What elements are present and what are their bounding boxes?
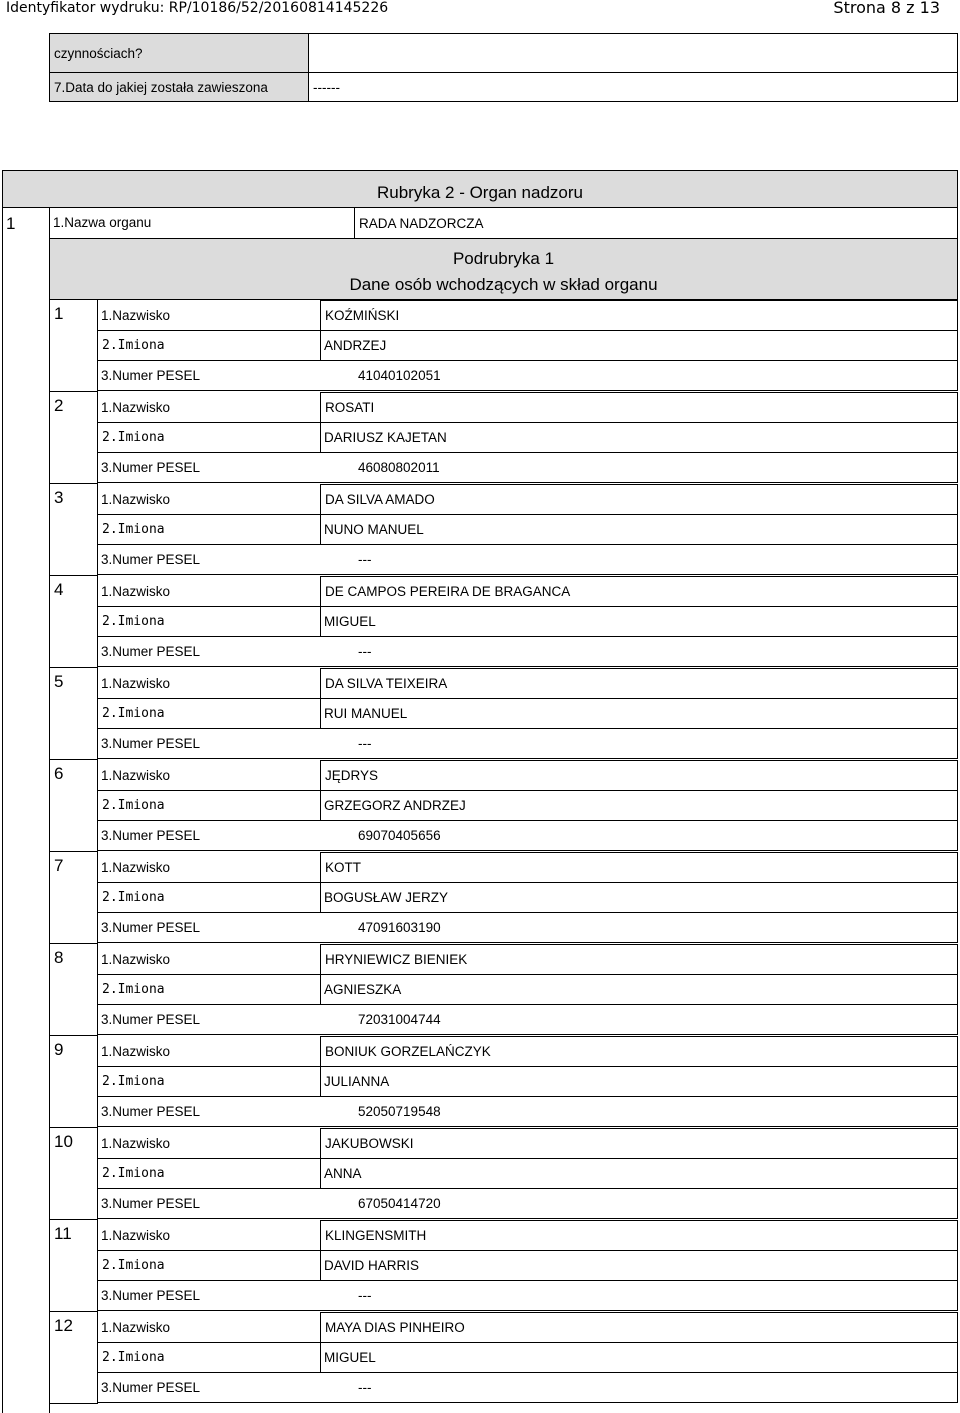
- nazwisko-label: 1.Nazwisko: [101, 1044, 171, 1059]
- person-number: 10: [49, 1128, 98, 1220]
- pesel-value: 52050719548: [354, 1096, 958, 1127]
- top-row-value: ------: [308, 72, 958, 102]
- organ-value: RADA NADZORCZA: [354, 207, 958, 239]
- pesel-label: 3.Numer PESEL: [97, 1280, 355, 1311]
- imiona-label: 2.Imiona: [97, 1342, 321, 1373]
- pesel-value: ---: [354, 544, 958, 575]
- subsection-subtitle: Dane osób wchodzących w skład organu: [349, 275, 658, 294]
- top-row-label: czynnościach?: [49, 33, 309, 73]
- nazwisko-label: 1.Nazwisko: [101, 308, 171, 323]
- imiona-label: 2.Imiona: [97, 1066, 321, 1097]
- nazwisko-value: MAYA DIAS PINHEIRO: [320, 1312, 958, 1343]
- nazwisko-label: 1.Nazwisko: [101, 952, 171, 967]
- nazwisko-value: DE CAMPOS PEREIRA DE BRAGANCA: [320, 576, 958, 607]
- imiona-label: 2.Imiona: [97, 422, 321, 453]
- person-number: 7: [49, 852, 98, 944]
- pesel-label: 3.Numer PESEL: [97, 912, 355, 943]
- top-row-value: [308, 33, 958, 73]
- imiona-label: 2.Imiona: [97, 790, 321, 821]
- pesel-value: 69070405656: [354, 820, 958, 851]
- subsection-title: Podrubryka 1: [452, 249, 555, 268]
- pesel-label: 3.Numer PESEL: [97, 1096, 355, 1127]
- nazwisko-label: 1.Nazwisko: [101, 400, 171, 415]
- organ-label: 1.Nazwa organu: [49, 207, 355, 239]
- imiona-value: ANNA: [320, 1158, 958, 1189]
- imiona-label: 2.Imiona: [97, 974, 321, 1005]
- nazwisko-label: 1.Nazwisko: [101, 860, 171, 875]
- imiona-label: 2.Imiona: [97, 1250, 321, 1281]
- person-number: 6: [49, 760, 98, 852]
- page-number: Strona 8 z 13: [833, 0, 940, 17]
- subsection-header: [49, 238, 958, 300]
- nazwisko-value: JĘDRYS: [320, 760, 958, 791]
- imiona-value: MIGUEL: [320, 1342, 958, 1373]
- imiona-value: DAVID HARRIS: [320, 1250, 958, 1281]
- person-number: 5: [49, 668, 98, 760]
- pesel-value: 67050414720: [354, 1188, 958, 1219]
- nazwisko-label: 1.Nazwisko: [101, 768, 171, 783]
- person-number: 4: [49, 576, 98, 668]
- person-number: 9: [49, 1036, 98, 1128]
- pesel-value: 46080802011: [354, 452, 958, 483]
- imiona-value: ANDRZEJ: [320, 330, 958, 361]
- section-title: [2, 170, 958, 208]
- nazwisko-label: 1.Nazwisko: [101, 1136, 171, 1151]
- nazwisko-value: JAKUBOWSKI: [320, 1128, 958, 1159]
- nazwisko-value: KOTT: [320, 852, 958, 883]
- imiona-label: 2.Imiona: [97, 698, 321, 729]
- pesel-label: 3.Numer PESEL: [97, 360, 355, 391]
- pesel-label: 3.Numer PESEL: [97, 728, 355, 759]
- nazwisko-value: HRYNIEWICZ BIENIEK: [320, 944, 958, 975]
- nazwisko-label: 1.Nazwisko: [101, 1320, 171, 1335]
- person-number: 2: [49, 392, 98, 484]
- imiona-label: 2.Imiona: [97, 606, 321, 637]
- section-title-text: Rubryka 2 - Organ nadzoru: [377, 183, 583, 202]
- section-number-column: [2, 207, 50, 1413]
- person-number: 3: [49, 484, 98, 576]
- imiona-value: GRZEGORZ ANDRZEJ: [320, 790, 958, 821]
- imiona-value: DARIUSZ KAJETAN: [320, 422, 958, 453]
- pesel-label: 3.Numer PESEL: [97, 1004, 355, 1035]
- pesel-label: 3.Numer PESEL: [97, 1372, 355, 1403]
- imiona-label: 2.Imiona: [97, 330, 321, 361]
- pesel-label: 3.Numer PESEL: [97, 452, 355, 483]
- pesel-value: ---: [354, 728, 958, 759]
- person-number: 12: [49, 1312, 98, 1404]
- nazwisko-value: KOŹMIŃSKI: [320, 300, 958, 331]
- nazwisko-label: 1.Nazwisko: [101, 676, 171, 691]
- pesel-label: 3.Numer PESEL: [97, 636, 355, 667]
- pesel-value: 41040102051: [354, 360, 958, 391]
- imiona-label: 2.Imiona: [97, 1158, 321, 1189]
- nazwisko-value: BONIUK GORZELAŃCZYK: [320, 1036, 958, 1067]
- pesel-label: 3.Numer PESEL: [97, 544, 355, 575]
- imiona-value: AGNIESZKA: [320, 974, 958, 1005]
- pesel-label: 3.Numer PESEL: [97, 820, 355, 851]
- nazwisko-value: DA SILVA TEIXEIRA: [320, 668, 958, 699]
- nazwisko-value: DA SILVA AMADO: [320, 484, 958, 515]
- imiona-value: MIGUEL: [320, 606, 958, 637]
- pesel-label: 3.Numer PESEL: [97, 1188, 355, 1219]
- imiona-label: 2.Imiona: [97, 882, 321, 913]
- pesel-value: ---: [354, 1372, 958, 1403]
- pesel-value: ---: [354, 1280, 958, 1311]
- imiona-value: NUNO MANUEL: [320, 514, 958, 545]
- imiona-label: 2.Imiona: [97, 514, 321, 545]
- section-number: 1: [6, 214, 16, 233]
- imiona-value: JULIANNA: [320, 1066, 958, 1097]
- person-number: 11: [49, 1220, 98, 1312]
- top-row-label: 7.Data do jakiej została zawieszona: [49, 72, 309, 102]
- nazwisko-label: 1.Nazwisko: [101, 1228, 171, 1243]
- person-number: 1: [49, 300, 98, 392]
- imiona-value: RUI MANUEL: [320, 698, 958, 729]
- print-identifier: Identyfikator wydruku: RP/10186/52/20160814145226: [6, 0, 389, 16]
- pesel-value: 47091603190: [354, 912, 958, 943]
- imiona-value: BOGUSŁAW JERZY: [320, 882, 958, 913]
- pesel-value: ---: [354, 636, 958, 667]
- nazwisko-value: ROSATI: [320, 392, 958, 423]
- pesel-value: 72031004744: [354, 1004, 958, 1035]
- nazwisko-label: 1.Nazwisko: [101, 492, 171, 507]
- person-number: 8: [49, 944, 98, 1036]
- nazwisko-label: 1.Nazwisko: [101, 584, 171, 599]
- nazwisko-value: KLINGENSMITH: [320, 1220, 958, 1251]
